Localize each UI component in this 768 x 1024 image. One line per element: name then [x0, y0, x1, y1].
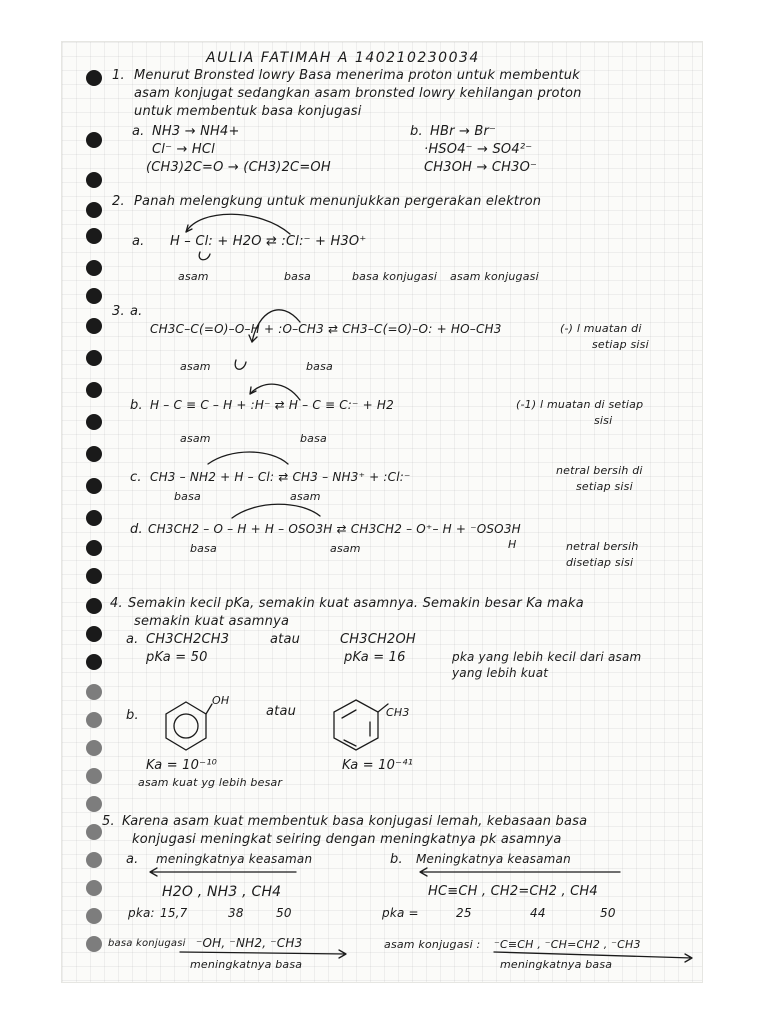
q4-text-line: Semakin kecil pKa, semakin kuat asamnya. Semakin besar Ka maka	[128, 596, 584, 611]
q5-a-pka-value: 15,7	[160, 906, 188, 920]
q3-c-note: netral bersih di	[556, 464, 643, 477]
q1-a-row: (CH3)2C=O → (CH3)2C=OH	[146, 160, 331, 175]
q3-d-equation: CH3CH2 – O – H + H – OSO3H ⇄ CH3CH2 – O⁺– H + ⁻OSO3H	[148, 522, 521, 536]
curved-arrow	[186, 214, 290, 234]
curved-arrow	[250, 384, 300, 400]
q4-number: 4.	[110, 596, 123, 611]
q5-b-compounds: HC≡CH , CH2=CH2 , CH4	[428, 884, 598, 899]
benzene-ring	[342, 710, 370, 746]
q5-b-pka-value: 50	[600, 906, 616, 920]
benzene-ring	[166, 702, 206, 750]
q5-a-pka-label: pka:	[128, 906, 155, 920]
trend-arrow	[494, 952, 692, 962]
benzene-ring	[378, 704, 388, 712]
q5-a-pka-value: 50	[276, 906, 292, 920]
q4-a-right-pka: pKa = 16	[344, 650, 406, 665]
q1-text-line: Menurut Bronsted lowry Basa menerima proton untuk membentuk	[134, 68, 580, 83]
q3-c-label-asam: asam	[290, 490, 321, 503]
curved-arrow	[252, 310, 300, 342]
q3-a-label-basa: basa	[306, 360, 333, 373]
q2-label-basa: basa	[284, 270, 311, 283]
q3-d-note2: disetiap sisi	[566, 556, 634, 569]
q5-b-conj-label: asam konjugasi :	[384, 938, 481, 951]
q1-number: 1.	[112, 68, 125, 83]
q1-b-row: HBr → Br⁻	[430, 124, 497, 139]
q3-b-note: (-1) l muatan di setiap	[516, 398, 644, 411]
benzene-ring	[334, 700, 378, 750]
q5-number: 5.	[102, 814, 115, 829]
q5-b-conj: ⁻C≡CH , ⁻CH=CH2 , ⁻CH3	[494, 938, 641, 951]
q1-a-row: Cl⁻ → HCl	[152, 142, 215, 157]
q5-b-trend: meningkatnya basa	[500, 958, 613, 971]
q4-b-oh-group: OH	[212, 694, 230, 707]
q1-b-row: ·HSO4⁻ → SO4²⁻	[424, 142, 533, 157]
q5-b-label: b.	[390, 852, 403, 867]
q4-b-ch3-group: CH3	[386, 706, 410, 719]
q3-number: 3.	[112, 304, 125, 319]
q5-a-pka-value: 38	[228, 906, 244, 920]
q3-b-note2: sisi	[594, 414, 613, 427]
q3-a-label-asam: asam	[180, 360, 211, 373]
benzene-ring	[206, 704, 212, 714]
q5-b-pka-value: 25	[456, 906, 472, 920]
q5-a-title: meningkatnya keasaman	[156, 852, 313, 866]
q5-b-pka-value: 44	[530, 906, 546, 920]
q3-d-note: netral bersih	[566, 540, 639, 553]
q2-label-basa-konjugasi: basa konjugasi	[352, 270, 438, 283]
q2-equation: H – Cl: + H2O ⇄ :Cl:⁻ + H3O⁺	[170, 234, 367, 249]
curved-arrow	[232, 504, 320, 518]
curved-arrow	[235, 360, 246, 369]
benzene-ring	[174, 714, 198, 738]
q3-b-label: b.	[130, 398, 143, 413]
q2-label-asam-konjugasi: asam konjugasi	[450, 270, 539, 283]
q4-a-conclusion: pka yang lebih kecil dari asam	[452, 650, 642, 664]
q5-b-title: Meningkatnya keasaman	[416, 852, 571, 866]
q3-c-note2: setiap sisi	[576, 480, 633, 493]
q5-a-conj: ⁻OH, ⁻NH2, ⁻CH3	[196, 936, 303, 950]
q1-text-line: untuk membentuk basa konjugasi	[134, 104, 362, 119]
q3-a-label: a.	[130, 304, 143, 319]
q5-a-compounds: H2O , NH3 , CH4	[162, 884, 282, 900]
trend-arrow	[180, 950, 346, 958]
q4-a-conclusion2: yang lebih kuat	[452, 666, 549, 680]
q3-c-label-basa: basa	[174, 490, 201, 503]
q3-c-label: c.	[130, 470, 142, 485]
q2-number: 2.	[112, 194, 125, 209]
trend-arrow	[420, 868, 620, 876]
trend-arrow	[150, 868, 296, 876]
q2-label-asam: asam	[178, 270, 209, 283]
q3-d-label: d.	[130, 522, 143, 537]
q5-b-pka-label: pka =	[382, 906, 419, 920]
q5-a-label: a.	[126, 852, 139, 867]
q4-b-right-ka: Ka = 10⁻⁴¹	[342, 758, 414, 773]
q3-b-label-basa: basa	[300, 432, 327, 445]
q5-a-trend: meningkatnya basa	[190, 958, 303, 971]
q5-text-line: Karena asam kuat membentuk basa konjugasi lemah, kebasaan basa	[122, 814, 588, 829]
q3-a-note: (-) l muatan di	[560, 322, 642, 335]
q3-d-label-asam: asam	[330, 542, 361, 555]
q2-text: Panah melengkung untuk menunjukkan pergerakan elektron	[134, 194, 542, 209]
q5-text-line: konjugasi meningkat seiring dengan meningkatnya pk asamnya	[132, 832, 562, 847]
curved-arrow	[199, 252, 210, 260]
q3-b-label-asam: asam	[180, 432, 211, 445]
q3-c-equation: CH3 – NH2 + H – Cl: ⇄ CH3 – NH3⁺ + :Cl:⁻	[150, 470, 411, 484]
q4-b-conclusion: asam kuat yg lebih besar	[138, 776, 283, 789]
q4-a-label: a.	[126, 632, 139, 647]
author-line: AULIA FATIMAH A 140210230034	[206, 50, 480, 66]
q5-a-conj-label: basa konjugasi	[108, 938, 186, 949]
q1-a-row: NH3 → NH4+	[152, 124, 240, 139]
q4-a-or: atau	[270, 632, 301, 647]
q1-b-label: b.	[410, 124, 423, 139]
curved-arrow	[208, 452, 288, 464]
q3-d-label-basa: basa	[190, 542, 217, 555]
q4-b-label: b.	[126, 708, 139, 723]
q1-b-row: CH3OH → CH3O⁻	[424, 160, 538, 175]
q3-a-note2: setiap sisi	[592, 338, 649, 351]
q3-b-equation: H – C ≡ C – H + :H⁻ ⇄ H – C ≡ C:⁻ + H2	[150, 398, 394, 412]
q1-text-line: asam konjugat sedangkan asam bronsted lowry kehilangan proton	[134, 86, 582, 101]
q4-a-left-pka: pKa = 50	[146, 650, 208, 665]
q4-text-line: semakin kuat asamnya	[134, 614, 290, 629]
q2-a-label: a.	[132, 234, 145, 249]
q3-d-sub-h: H	[508, 538, 517, 551]
q3-a-equation: CH3C–C(=O)–O–H + :O–CH3 ⇄ CH3–C(=O)–O: + HO–CH3	[150, 322, 502, 336]
q1-a-label: a.	[132, 124, 145, 139]
q4-b-or: atau	[266, 704, 297, 719]
q4-a-left: CH3CH2CH3	[146, 632, 230, 647]
q4-b-left-ka: Ka = 10⁻¹⁰	[146, 758, 218, 773]
q4-a-right: CH3CH2OH	[340, 632, 416, 647]
